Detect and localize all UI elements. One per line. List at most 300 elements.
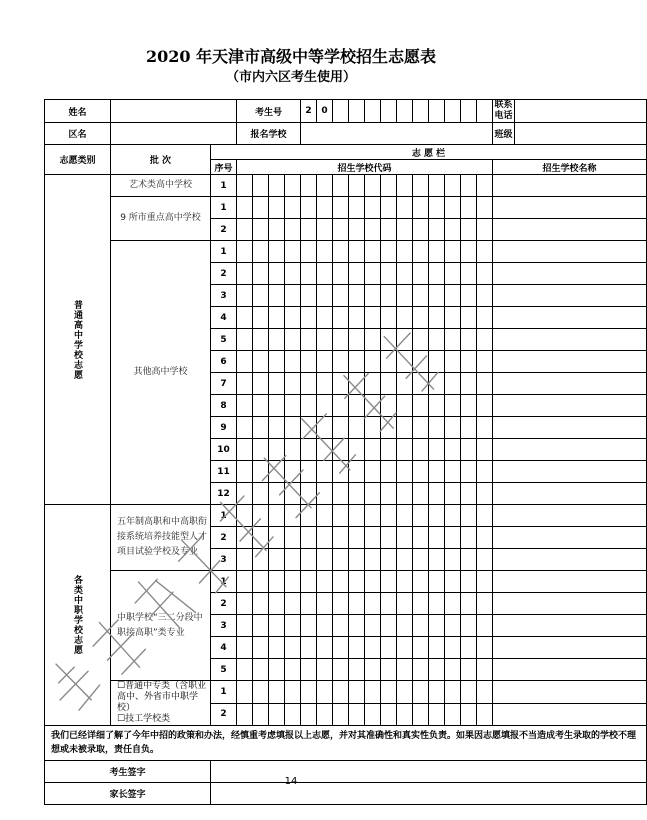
- school-code-digit[interactable]: [445, 549, 461, 571]
- school-code-digit[interactable]: [333, 637, 349, 659]
- school-code-digit[interactable]: [429, 659, 445, 681]
- school-code-digit[interactable]: [445, 571, 461, 593]
- school-code-digit[interactable]: [445, 439, 461, 461]
- school-code-digit[interactable]: [445, 219, 461, 241]
- school-code-digit[interactable]: [269, 615, 285, 637]
- school-code-digit[interactable]: [317, 549, 333, 571]
- school-code-digit[interactable]: [349, 571, 365, 593]
- school-code-digit[interactable]: [349, 549, 365, 571]
- school-code-digit[interactable]: [237, 659, 253, 681]
- school-code-digit[interactable]: [237, 175, 253, 197]
- school-code-digit[interactable]: [317, 241, 333, 263]
- exam-no-digit[interactable]: [445, 100, 461, 123]
- school-code-digit[interactable]: [365, 527, 381, 549]
- school-code-digit[interactable]: [269, 461, 285, 483]
- school-code-digit[interactable]: [429, 417, 445, 439]
- school-code-digit[interactable]: [477, 461, 493, 483]
- school-code-digit[interactable]: [333, 351, 349, 373]
- school-code-digit[interactable]: [317, 593, 333, 615]
- school-code-digit[interactable]: [237, 263, 253, 285]
- school-name-field[interactable]: [493, 175, 647, 197]
- school-code-digit[interactable]: [461, 637, 477, 659]
- school-code-digit[interactable]: [429, 263, 445, 285]
- school-code-digit[interactable]: [285, 175, 301, 197]
- school-code-digit[interactable]: [413, 549, 429, 571]
- school-code-digit[interactable]: [429, 373, 445, 395]
- school-code-digit[interactable]: [365, 395, 381, 417]
- school-code-digit[interactable]: [285, 219, 301, 241]
- school-code-digit[interactable]: [317, 263, 333, 285]
- school-code-digit[interactable]: [349, 659, 365, 681]
- school-code-digit[interactable]: [301, 395, 317, 417]
- school-code-digit[interactable]: [285, 505, 301, 527]
- school-code-digit[interactable]: [285, 417, 301, 439]
- school-code-digit[interactable]: [349, 703, 365, 726]
- school-code-digit[interactable]: [349, 241, 365, 263]
- school-code-digit[interactable]: [445, 373, 461, 395]
- school-name-field[interactable]: [493, 219, 647, 241]
- school-code-digit[interactable]: [461, 659, 477, 681]
- school-code-digit[interactable]: [477, 373, 493, 395]
- school-code-digit[interactable]: [253, 461, 269, 483]
- school-code-digit[interactable]: [349, 483, 365, 505]
- school-code-digit[interactable]: [477, 197, 493, 219]
- school-code-digit[interactable]: [429, 197, 445, 219]
- school-name-field[interactable]: [493, 703, 647, 726]
- school-code-digit[interactable]: [413, 307, 429, 329]
- school-code-digit[interactable]: [477, 285, 493, 307]
- school-code-digit[interactable]: [445, 681, 461, 704]
- school-code-digit[interactable]: [253, 615, 269, 637]
- exam-no-digit[interactable]: [381, 100, 397, 123]
- school-code-digit[interactable]: [365, 571, 381, 593]
- school-code-digit[interactable]: [285, 373, 301, 395]
- school-code-digit[interactable]: [477, 329, 493, 351]
- school-code-digit[interactable]: [317, 329, 333, 351]
- school-code-digit[interactable]: [381, 571, 397, 593]
- school-code-digit[interactable]: [477, 593, 493, 615]
- school-code-digit[interactable]: [429, 461, 445, 483]
- school-code-digit[interactable]: [285, 527, 301, 549]
- school-code-digit[interactable]: [397, 571, 413, 593]
- school-code-digit[interactable]: [269, 175, 285, 197]
- school-code-digit[interactable]: [397, 527, 413, 549]
- school-code-digit[interactable]: [413, 285, 429, 307]
- school-code-digit[interactable]: [429, 593, 445, 615]
- school-name-field[interactable]: [493, 351, 647, 373]
- school-code-digit[interactable]: [477, 615, 493, 637]
- school-code-digit[interactable]: [349, 263, 365, 285]
- school-code-digit[interactable]: [317, 395, 333, 417]
- school-code-digit[interactable]: [237, 703, 253, 726]
- exam-no-digit[interactable]: [429, 100, 445, 123]
- school-code-digit[interactable]: [381, 527, 397, 549]
- school-code-digit[interactable]: [269, 483, 285, 505]
- school-code-digit[interactable]: [397, 593, 413, 615]
- school-code-digit[interactable]: [397, 395, 413, 417]
- school-code-digit[interactable]: [429, 285, 445, 307]
- school-code-digit[interactable]: [461, 439, 477, 461]
- school-code-digit[interactable]: [317, 637, 333, 659]
- school-code-digit[interactable]: [461, 681, 477, 704]
- school-code-digit[interactable]: [253, 395, 269, 417]
- school-code-digit[interactable]: [317, 505, 333, 527]
- school-code-digit[interactable]: [333, 615, 349, 637]
- school-code-digit[interactable]: [285, 351, 301, 373]
- school-code-digit[interactable]: [301, 527, 317, 549]
- school-code-digit[interactable]: [365, 615, 381, 637]
- school-code-digit[interactable]: [253, 505, 269, 527]
- school-code-digit[interactable]: [349, 681, 365, 704]
- school-code-digit[interactable]: [365, 329, 381, 351]
- school-code-digit[interactable]: [301, 615, 317, 637]
- school-code-digit[interactable]: [413, 615, 429, 637]
- school-code-digit[interactable]: [253, 681, 269, 704]
- school-code-digit[interactable]: [413, 219, 429, 241]
- school-code-digit[interactable]: [301, 483, 317, 505]
- school-code-digit[interactable]: [333, 571, 349, 593]
- school-code-digit[interactable]: [429, 681, 445, 704]
- district-field[interactable]: [111, 123, 237, 145]
- school-code-digit[interactable]: [301, 241, 317, 263]
- school-code-digit[interactable]: [237, 417, 253, 439]
- school-code-digit[interactable]: [461, 197, 477, 219]
- school-code-digit[interactable]: [317, 285, 333, 307]
- school-code-digit[interactable]: [269, 329, 285, 351]
- school-code-digit[interactable]: [381, 703, 397, 726]
- school-code-digit[interactable]: [365, 439, 381, 461]
- school-code-digit[interactable]: [477, 659, 493, 681]
- school-code-digit[interactable]: [253, 175, 269, 197]
- school-code-digit[interactable]: [237, 307, 253, 329]
- school-code-digit[interactable]: [413, 439, 429, 461]
- school-code-digit[interactable]: [365, 197, 381, 219]
- school-code-digit[interactable]: [477, 703, 493, 726]
- school-code-digit[interactable]: [429, 307, 445, 329]
- school-code-digit[interactable]: [301, 439, 317, 461]
- contact-field[interactable]: [515, 100, 647, 123]
- school-code-digit[interactable]: [477, 571, 493, 593]
- school-code-digit[interactable]: [349, 197, 365, 219]
- school-code-digit[interactable]: [397, 483, 413, 505]
- school-code-digit[interactable]: [349, 175, 365, 197]
- school-code-digit[interactable]: [349, 615, 365, 637]
- school-code-digit[interactable]: [365, 219, 381, 241]
- school-code-digit[interactable]: [285, 615, 301, 637]
- school-code-digit[interactable]: [349, 307, 365, 329]
- school-code-digit[interactable]: [301, 637, 317, 659]
- school-code-digit[interactable]: [237, 505, 253, 527]
- school-code-digit[interactable]: [333, 285, 349, 307]
- school-code-digit[interactable]: [445, 329, 461, 351]
- school-code-digit[interactable]: [285, 703, 301, 726]
- school-code-digit[interactable]: [333, 263, 349, 285]
- school-code-digit[interactable]: [445, 351, 461, 373]
- school-code-digit[interactable]: [365, 505, 381, 527]
- school-code-digit[interactable]: [413, 571, 429, 593]
- school-code-digit[interactable]: [429, 571, 445, 593]
- school-code-digit[interactable]: [333, 527, 349, 549]
- school-code-digit[interactable]: [317, 527, 333, 549]
- school-name-field[interactable]: [493, 373, 647, 395]
- school-name-field[interactable]: [493, 659, 647, 681]
- school-name-field[interactable]: [493, 549, 647, 571]
- school-code-digit[interactable]: [477, 549, 493, 571]
- school-code-digit[interactable]: [381, 681, 397, 704]
- school-code-digit[interactable]: [269, 637, 285, 659]
- school-code-digit[interactable]: [301, 175, 317, 197]
- school-code-digit[interactable]: [333, 197, 349, 219]
- school-code-digit[interactable]: [381, 549, 397, 571]
- school-code-digit[interactable]: [477, 417, 493, 439]
- school-code-digit[interactable]: [445, 395, 461, 417]
- school-code-digit[interactable]: [333, 241, 349, 263]
- school-code-digit[interactable]: [461, 219, 477, 241]
- school-code-digit[interactable]: [397, 417, 413, 439]
- school-code-digit[interactable]: [397, 637, 413, 659]
- school-code-digit[interactable]: [269, 417, 285, 439]
- school-code-digit[interactable]: [237, 197, 253, 219]
- school-code-digit[interactable]: [413, 417, 429, 439]
- school-code-digit[interactable]: [381, 483, 397, 505]
- school-code-digit[interactable]: [301, 417, 317, 439]
- school-code-digit[interactable]: [461, 505, 477, 527]
- school-code-digit[interactable]: [333, 373, 349, 395]
- school-code-digit[interactable]: [333, 593, 349, 615]
- school-code-digit[interactable]: [365, 637, 381, 659]
- school-code-digit[interactable]: [413, 703, 429, 726]
- school-code-digit[interactable]: [253, 373, 269, 395]
- school-code-digit[interactable]: [429, 175, 445, 197]
- school-code-digit[interactable]: [317, 703, 333, 726]
- school-code-digit[interactable]: [253, 263, 269, 285]
- school-code-digit[interactable]: [253, 527, 269, 549]
- school-code-digit[interactable]: [253, 703, 269, 726]
- school-code-digit[interactable]: [301, 505, 317, 527]
- school-code-digit[interactable]: [445, 197, 461, 219]
- school-code-digit[interactable]: [461, 417, 477, 439]
- school-code-digit[interactable]: [429, 439, 445, 461]
- school-code-digit[interactable]: [333, 549, 349, 571]
- normal-secondary-checkbox[interactable]: ☐普通中专类（含职业高中、外省市中职学校）: [117, 681, 207, 713]
- school-code-digit[interactable]: [301, 681, 317, 704]
- school-code-digit[interactable]: [365, 241, 381, 263]
- school-code-digit[interactable]: [381, 417, 397, 439]
- school-code-digit[interactable]: [253, 439, 269, 461]
- school-code-digit[interactable]: [477, 527, 493, 549]
- school-code-digit[interactable]: [477, 395, 493, 417]
- school-code-digit[interactable]: [397, 351, 413, 373]
- school-code-digit[interactable]: [269, 659, 285, 681]
- school-code-digit[interactable]: [365, 373, 381, 395]
- school-code-digit[interactable]: [429, 527, 445, 549]
- school-code-digit[interactable]: [269, 681, 285, 704]
- school-code-digit[interactable]: [445, 175, 461, 197]
- exam-no-digit[interactable]: [413, 100, 429, 123]
- school-name-field[interactable]: [493, 571, 647, 593]
- school-code-digit[interactable]: [269, 307, 285, 329]
- school-code-digit[interactable]: [397, 329, 413, 351]
- school-code-digit[interactable]: [333, 461, 349, 483]
- school-code-digit[interactable]: [429, 703, 445, 726]
- school-code-digit[interactable]: [445, 703, 461, 726]
- school-code-digit[interactable]: [365, 593, 381, 615]
- school-code-digit[interactable]: [317, 439, 333, 461]
- school-code-digit[interactable]: [365, 483, 381, 505]
- school-code-digit[interactable]: [429, 637, 445, 659]
- school-code-digit[interactable]: [381, 175, 397, 197]
- school-code-digit[interactable]: [365, 681, 381, 704]
- school-code-digit[interactable]: [477, 263, 493, 285]
- school-name-field[interactable]: [493, 505, 647, 527]
- school-code-digit[interactable]: [349, 439, 365, 461]
- school-code-digit[interactable]: [413, 527, 429, 549]
- school-code-digit[interactable]: [317, 219, 333, 241]
- school-code-digit[interactable]: [237, 395, 253, 417]
- school-code-digit[interactable]: [461, 571, 477, 593]
- school-code-digit[interactable]: [477, 681, 493, 704]
- school-code-digit[interactable]: [333, 417, 349, 439]
- school-code-digit[interactable]: [365, 703, 381, 726]
- school-code-digit[interactable]: [253, 329, 269, 351]
- school-code-digit[interactable]: [285, 395, 301, 417]
- school-code-digit[interactable]: [381, 637, 397, 659]
- school-code-digit[interactable]: [349, 637, 365, 659]
- school-code-digit[interactable]: [301, 461, 317, 483]
- school-code-digit[interactable]: [301, 703, 317, 726]
- school-code-digit[interactable]: [413, 461, 429, 483]
- school-code-digit[interactable]: [445, 307, 461, 329]
- school-code-digit[interactable]: [301, 549, 317, 571]
- school-code-digit[interactable]: [477, 439, 493, 461]
- school-name-field[interactable]: [493, 197, 647, 219]
- school-code-digit[interactable]: [445, 483, 461, 505]
- school-name-field[interactable]: [493, 329, 647, 351]
- school-code-digit[interactable]: [317, 175, 333, 197]
- school-code-digit[interactable]: [237, 593, 253, 615]
- exam-no-digit[interactable]: [477, 100, 493, 123]
- school-code-digit[interactable]: [413, 505, 429, 527]
- school-code-digit[interactable]: [269, 373, 285, 395]
- school-code-digit[interactable]: [349, 351, 365, 373]
- school-code-digit[interactable]: [381, 263, 397, 285]
- school-code-digit[interactable]: [461, 373, 477, 395]
- school-code-digit[interactable]: [461, 615, 477, 637]
- school-code-digit[interactable]: [381, 593, 397, 615]
- school-code-digit[interactable]: [237, 483, 253, 505]
- school-code-digit[interactable]: [413, 175, 429, 197]
- school-code-digit[interactable]: [397, 373, 413, 395]
- school-code-digit[interactable]: [445, 593, 461, 615]
- school-code-digit[interactable]: [461, 175, 477, 197]
- school-code-digit[interactable]: [365, 461, 381, 483]
- school-code-digit[interactable]: [445, 285, 461, 307]
- school-code-digit[interactable]: [429, 219, 445, 241]
- school-code-digit[interactable]: [317, 461, 333, 483]
- school-code-digit[interactable]: [413, 593, 429, 615]
- school-code-digit[interactable]: [237, 681, 253, 704]
- school-code-digit[interactable]: [301, 593, 317, 615]
- school-code-digit[interactable]: [397, 505, 413, 527]
- school-code-digit[interactable]: [285, 461, 301, 483]
- school-code-digit[interactable]: [365, 263, 381, 285]
- school-code-digit[interactable]: [349, 395, 365, 417]
- school-code-digit[interactable]: [301, 219, 317, 241]
- school-code-digit[interactable]: [413, 637, 429, 659]
- school-code-digit[interactable]: [317, 681, 333, 704]
- exam-no-digit[interactable]: [349, 100, 365, 123]
- school-code-digit[interactable]: [477, 219, 493, 241]
- school-code-digit[interactable]: [413, 197, 429, 219]
- school-code-digit[interactable]: [381, 505, 397, 527]
- school-code-digit[interactable]: [253, 417, 269, 439]
- school-code-digit[interactable]: [477, 307, 493, 329]
- school-code-digit[interactable]: [301, 307, 317, 329]
- school-code-digit[interactable]: [381, 197, 397, 219]
- school-code-digit[interactable]: [253, 285, 269, 307]
- school-code-digit[interactable]: [285, 681, 301, 704]
- school-code-digit[interactable]: [413, 681, 429, 704]
- school-code-digit[interactable]: [333, 307, 349, 329]
- school-code-digit[interactable]: [381, 659, 397, 681]
- school-code-digit[interactable]: [253, 197, 269, 219]
- school-code-digit[interactable]: [253, 549, 269, 571]
- exam-no-digit[interactable]: [461, 100, 477, 123]
- school-code-digit[interactable]: [285, 637, 301, 659]
- school-code-digit[interactable]: [285, 263, 301, 285]
- school-code-digit[interactable]: [397, 615, 413, 637]
- school-name-field[interactable]: [493, 681, 647, 704]
- school-code-digit[interactable]: [349, 461, 365, 483]
- school-code-digit[interactable]: [237, 571, 253, 593]
- school-code-digit[interactable]: [269, 439, 285, 461]
- school-code-digit[interactable]: [413, 351, 429, 373]
- school-code-digit[interactable]: [301, 285, 317, 307]
- school-code-digit[interactable]: [237, 527, 253, 549]
- school-code-digit[interactable]: [381, 307, 397, 329]
- school-code-digit[interactable]: [317, 615, 333, 637]
- school-code-digit[interactable]: [397, 241, 413, 263]
- school-code-digit[interactable]: [269, 593, 285, 615]
- school-name-field[interactable]: [493, 417, 647, 439]
- school-code-digit[interactable]: [237, 241, 253, 263]
- school-code-digit[interactable]: [413, 373, 429, 395]
- school-code-digit[interactable]: [285, 439, 301, 461]
- school-code-digit[interactable]: [349, 219, 365, 241]
- school-code-digit[interactable]: [397, 263, 413, 285]
- school-code-digit[interactable]: [317, 659, 333, 681]
- school-code-digit[interactable]: [413, 659, 429, 681]
- school-code-digit[interactable]: [333, 219, 349, 241]
- exam-no-digit[interactable]: [365, 100, 381, 123]
- school-code-digit[interactable]: [269, 571, 285, 593]
- school-code-digit[interactable]: [237, 439, 253, 461]
- school-code-digit[interactable]: [429, 483, 445, 505]
- school-code-digit[interactable]: [381, 373, 397, 395]
- school-code-digit[interactable]: [349, 527, 365, 549]
- school-code-digit[interactable]: [269, 351, 285, 373]
- school-code-digit[interactable]: [237, 373, 253, 395]
- school-code-digit[interactable]: [365, 175, 381, 197]
- school-code-digit[interactable]: [381, 615, 397, 637]
- school-code-digit[interactable]: [333, 395, 349, 417]
- school-code-digit[interactable]: [365, 307, 381, 329]
- school-code-digit[interactable]: [381, 351, 397, 373]
- school-code-digit[interactable]: [349, 329, 365, 351]
- school-code-digit[interactable]: [237, 637, 253, 659]
- school-code-digit[interactable]: [349, 505, 365, 527]
- school-code-digit[interactable]: [413, 483, 429, 505]
